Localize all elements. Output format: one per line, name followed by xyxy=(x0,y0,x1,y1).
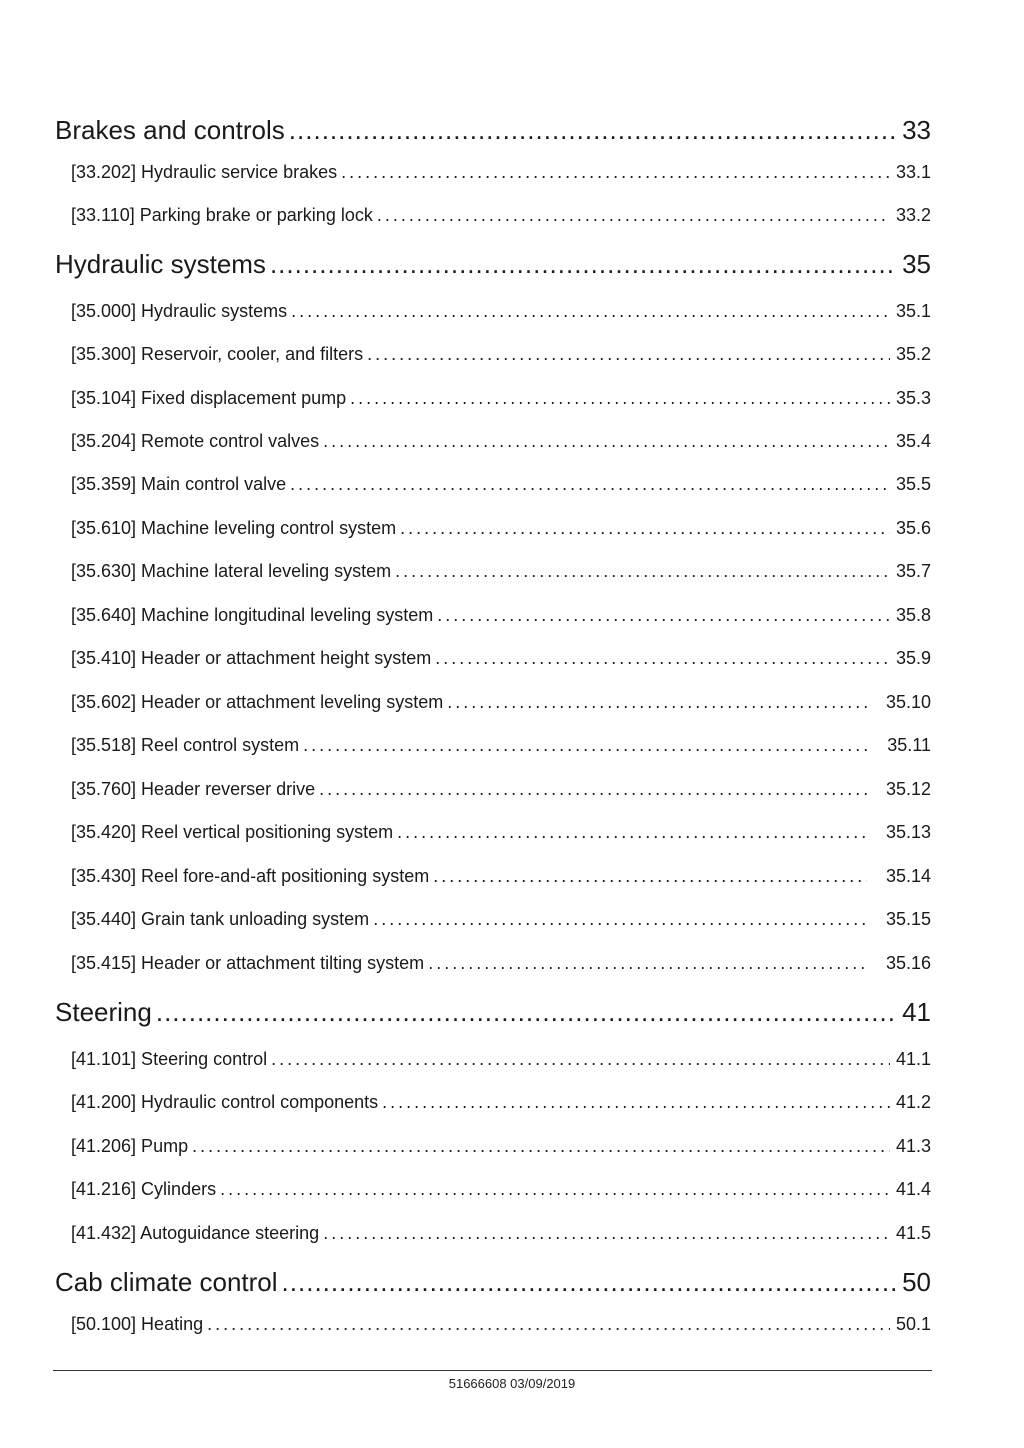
entry-title: [35.430] Reel fore-and-aft positioning system xyxy=(71,866,430,886)
dot-leader xyxy=(323,1220,890,1246)
dot-leader xyxy=(291,298,890,324)
entry-title: [35.610] Machine leveling control system xyxy=(71,518,397,538)
dot-leader xyxy=(289,113,896,147)
entry-page-number: 35.11 xyxy=(887,735,931,755)
entry-title: [41.432] Autoguidance steering xyxy=(71,1223,320,1243)
entry-page-number: 41.4 xyxy=(895,1179,931,1199)
toc-entry[interactable] xyxy=(55,819,931,845)
entry-title: [33.110] Parking brake or parking lock xyxy=(71,205,373,225)
toc-entry[interactable] xyxy=(55,732,931,758)
toc-entry[interactable] xyxy=(55,645,931,671)
entry-title: [35.204] Remote control valves xyxy=(71,431,320,451)
entry-page-number: 50.1 xyxy=(895,1314,931,1334)
entry-page-number: 41.2 xyxy=(895,1092,931,1112)
dot-leader xyxy=(377,202,890,228)
dot-leader xyxy=(437,602,890,628)
entry-page-number: 35.5 xyxy=(895,474,931,494)
section-page-number: 41 xyxy=(902,997,931,1027)
dot-leader xyxy=(220,1176,890,1202)
entry-page-number: 35.7 xyxy=(895,561,931,581)
toc-entry[interactable] xyxy=(55,428,931,454)
section-title: Cab climate control xyxy=(55,1267,278,1297)
toc-entry[interactable] xyxy=(55,1311,931,1337)
toc-entry[interactable] xyxy=(55,341,931,367)
dot-leader xyxy=(156,995,896,1029)
dot-leader xyxy=(323,428,890,454)
toc-entry[interactable] xyxy=(55,298,931,324)
entry-page-number: 33.1 xyxy=(895,162,931,182)
dot-leader xyxy=(319,776,867,802)
toc-section-heading[interactable] xyxy=(55,247,931,281)
entry-page-number: 35.3 xyxy=(895,388,931,408)
dot-leader xyxy=(282,1265,897,1299)
footer-divider xyxy=(53,1370,932,1371)
entry-page-number: 35.4 xyxy=(895,431,931,451)
dot-leader xyxy=(400,515,890,541)
section-title: Hydraulic systems xyxy=(55,249,266,279)
toc-section-heading[interactable] xyxy=(55,113,931,147)
entry-title: [35.760] Header reverser drive xyxy=(71,779,316,799)
toc-entry[interactable] xyxy=(55,558,931,584)
dot-leader xyxy=(433,863,867,889)
toc-section-heading[interactable] xyxy=(55,995,931,1029)
toc-entry[interactable] xyxy=(55,906,931,932)
entry-title: [35.630] Machine lateral leveling system xyxy=(71,561,392,581)
toc-entry[interactable] xyxy=(55,950,931,976)
entry-page-number: 35.14 xyxy=(885,866,931,886)
toc-section-heading[interactable] xyxy=(55,1265,931,1299)
entry-page-number: 33.2 xyxy=(895,205,931,225)
entry-title: [35.415] Header or attachment tilting system xyxy=(71,953,425,973)
toc-entry[interactable] xyxy=(55,385,931,411)
toc-entry[interactable] xyxy=(55,1046,931,1072)
entry-title: [41.200] Hydraulic control components xyxy=(71,1092,379,1112)
dot-leader xyxy=(447,689,867,715)
entry-title: [33.202] Hydraulic service brakes xyxy=(71,162,338,182)
dot-leader xyxy=(428,950,867,976)
section-page-number: 33 xyxy=(902,115,931,145)
entry-page-number: 35.15 xyxy=(885,909,931,929)
dot-leader xyxy=(341,159,890,185)
dot-leader xyxy=(382,1089,890,1115)
entry-title: [35.640] Machine longitudinal leveling system xyxy=(71,605,434,625)
toc-entry[interactable] xyxy=(55,689,931,715)
entry-page-number: 41.1 xyxy=(895,1049,931,1069)
entry-title: [35.602] Header or attachment leveling system xyxy=(71,692,444,712)
entry-page-number: 35.1 xyxy=(895,301,931,321)
entry-page-number: 35.10 xyxy=(885,692,931,712)
entry-title: [35.420] Reel vertical positioning system xyxy=(71,822,394,842)
section-page-number: 50 xyxy=(902,1267,931,1297)
footer-document-id: 51666608 03/09/2019 xyxy=(448,1376,576,1391)
toc-entry[interactable] xyxy=(55,159,931,185)
entry-title: [35.410] Header or attachment height system xyxy=(71,648,432,668)
entry-page-number: 35.12 xyxy=(885,779,931,799)
dot-leader xyxy=(435,645,890,671)
entry-title: [41.206] Pump xyxy=(71,1136,189,1156)
dot-leader xyxy=(395,558,890,584)
dot-leader xyxy=(303,732,867,758)
entry-title: [35.440] Grain tank unloading system xyxy=(71,909,370,929)
entry-title: [35.518] Reel control system xyxy=(71,735,300,755)
entry-title: [35.000] Hydraulic systems xyxy=(71,301,288,321)
entry-page-number: 35.16 xyxy=(885,953,931,973)
dot-leader xyxy=(290,471,890,497)
dot-leader xyxy=(373,906,867,932)
dot-leader xyxy=(271,1046,890,1072)
entry-page-number: 41.3 xyxy=(895,1136,931,1156)
entry-page-number: 35.6 xyxy=(895,518,931,538)
dot-leader xyxy=(270,247,896,281)
dot-leader xyxy=(350,385,890,411)
toc-entry[interactable] xyxy=(55,863,931,889)
section-title: Brakes and controls xyxy=(55,115,285,145)
dot-leader xyxy=(207,1311,890,1337)
toc-entry[interactable] xyxy=(55,471,931,497)
entry-title: [35.300] Reservoir, cooler, and filters xyxy=(71,344,364,364)
toc-entry[interactable] xyxy=(55,1176,931,1202)
toc-entry[interactable] xyxy=(55,515,931,541)
section-page-number: 35 xyxy=(902,249,931,279)
toc-entry[interactable] xyxy=(55,602,931,628)
dot-leader xyxy=(397,819,867,845)
entry-page-number: 35.2 xyxy=(895,344,931,364)
toc-entry[interactable] xyxy=(55,1133,931,1159)
section-title: Steering xyxy=(55,997,152,1027)
toc-entry[interactable] xyxy=(55,1220,931,1246)
entry-page-number: 35.13 xyxy=(885,822,931,842)
entry-page-number: 35.9 xyxy=(895,648,931,668)
entry-title: [35.104] Fixed displacement pump xyxy=(71,388,347,408)
toc-entry[interactable] xyxy=(55,1089,931,1115)
entry-title: [35.359] Main control valve xyxy=(71,474,287,494)
entry-title: [41.216] Cylinders xyxy=(71,1179,217,1199)
entry-title: [50.100] Heating xyxy=(71,1314,204,1334)
toc-entry[interactable] xyxy=(55,776,931,802)
dot-leader xyxy=(367,341,890,367)
dot-leader xyxy=(192,1133,890,1159)
entry-page-number: 35.8 xyxy=(895,605,931,625)
entry-page-number: 41.5 xyxy=(895,1223,931,1243)
toc-entry[interactable] xyxy=(55,202,931,228)
entry-title: [41.101] Steering control xyxy=(71,1049,268,1069)
